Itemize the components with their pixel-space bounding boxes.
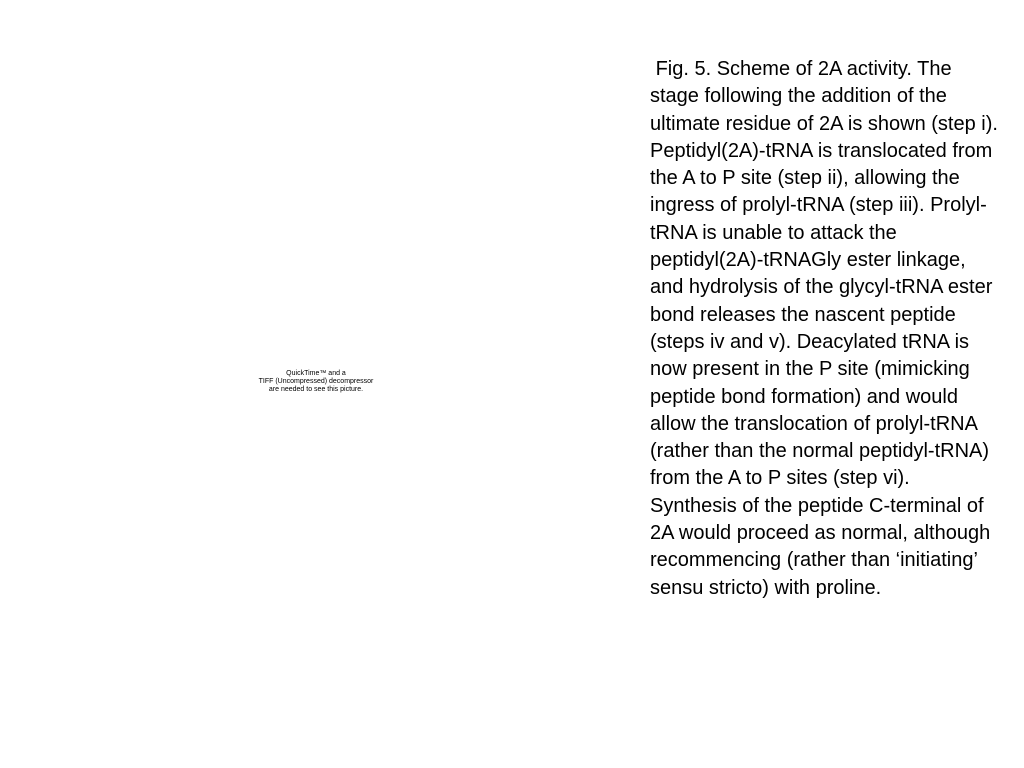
placeholder-line-3: are needed to see this picture. [268,386,364,393]
figure-caption: Fig. 5. Scheme of 2A activity. The stage following the addition of the ultimate residue of 2A is shown (step i). Peptidyl(2A)-tRNA is translocated from the A to P site (step ii), allowing the ingress of prolyl-tRNA (step iii). Prolyl-tRNA is unable to attack the peptidyl(2A)-tRNAGly ester linkage, and hydrolysis of the glycyl-tRNA ester bond releases the nascent peptide (steps iv and v). Deacylated tRNA is now present in the P site (mimicking peptide bond formation) and would allow the translocation of prolyl-tRNA (rather than the normal peptidyl-tRNA) from the A to P sites (step vi). Synthesis of the peptide C-terminal of 2A would proceed as normal, although recommencing (rather than ‘initiating’ sensu stricto) with proline. [650,58,1004,599]
placeholder-line-1: QuickTime™ and a [286,370,346,377]
placeholder-line-2: TIFF (Uncompressed) decompressor [258,378,374,385]
missing-image-placeholder [228,370,404,396]
